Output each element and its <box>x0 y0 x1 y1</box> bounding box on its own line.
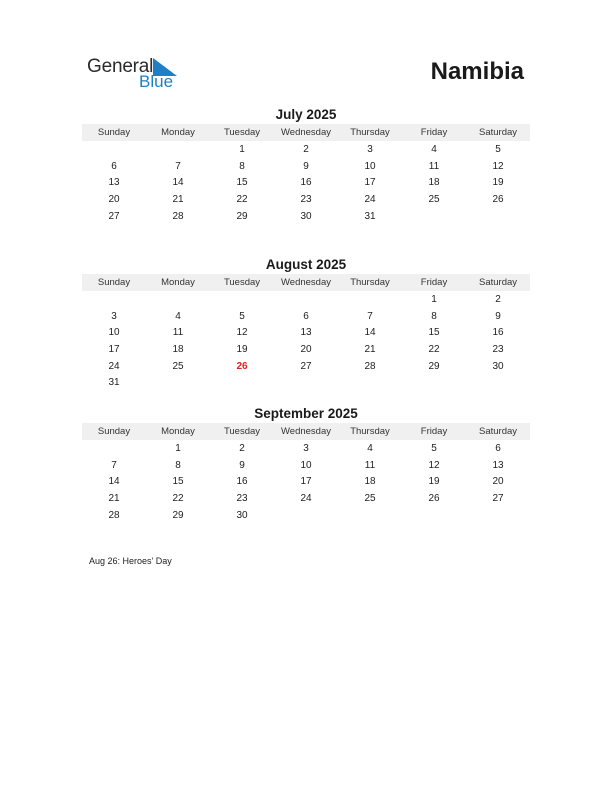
week-row <box>82 358 530 375</box>
day-cell: 17 <box>364 177 376 189</box>
day-cell: 1 <box>175 442 181 454</box>
day-cell: 13 <box>300 327 312 339</box>
day-cell: 8 <box>175 459 181 471</box>
day-cell: 2 <box>303 143 309 155</box>
weekday-label: Thursday <box>350 426 390 437</box>
holiday-day-cell: 26 <box>236 360 248 372</box>
weekday-header-row <box>82 124 530 141</box>
day-cell: 15 <box>172 476 184 488</box>
day-cell: 28 <box>108 509 120 521</box>
weekday-label: Saturday <box>478 127 518 138</box>
day-cell: 12 <box>492 160 504 172</box>
day-cell: 29 <box>172 509 184 521</box>
day-cell: 22 <box>236 193 248 205</box>
day-cell: 19 <box>236 343 248 355</box>
day-cell: 8 <box>431 310 437 322</box>
day-cell: 7 <box>367 310 373 322</box>
day-cell: 16 <box>300 177 312 189</box>
day-cell: 4 <box>367 442 373 454</box>
weekday-label: Tuesday <box>223 127 261 138</box>
weekday-label: Wednesday <box>281 277 331 288</box>
weekday-label: Friday <box>420 277 448 288</box>
day-cell: 5 <box>431 442 437 454</box>
day-cell: 27 <box>492 492 504 504</box>
day-cell: 24 <box>300 492 312 504</box>
day-cell: 21 <box>172 193 184 205</box>
day-cell: 10 <box>300 459 312 471</box>
day-cell: 15 <box>428 327 440 339</box>
day-cell: 23 <box>236 492 248 504</box>
weekday-label: Wednesday <box>281 127 331 138</box>
week-row <box>82 141 530 158</box>
day-cell: 31 <box>108 377 120 389</box>
day-cell: 3 <box>111 310 117 322</box>
day-cell: 6 <box>111 160 117 172</box>
weekday-label: Sunday <box>97 426 131 437</box>
day-cell: 1 <box>431 293 437 305</box>
day-cell: 17 <box>300 476 312 488</box>
day-cell: 13 <box>108 177 120 189</box>
country-title: Namibia <box>430 58 524 85</box>
weekday-label: Tuesday <box>223 426 261 437</box>
day-cell: 19 <box>492 177 504 189</box>
day-cell: 2 <box>495 293 501 305</box>
day-cell: 30 <box>492 360 504 372</box>
day-cell: 8 <box>239 160 245 172</box>
weekday-header-row <box>82 274 530 291</box>
day-cell: 7 <box>175 160 181 172</box>
day-cell: 11 <box>428 160 440 172</box>
day-cell: 3 <box>303 442 309 454</box>
weekday-label: Saturday <box>478 277 518 288</box>
week-row <box>82 457 530 474</box>
week-row <box>82 158 530 175</box>
day-cell: 4 <box>431 143 437 155</box>
day-cell: 5 <box>239 310 245 322</box>
day-cell: 20 <box>492 476 504 488</box>
day-cell: 31 <box>364 210 376 222</box>
weekday-label: Tuesday <box>223 277 261 288</box>
day-cell: 17 <box>108 343 120 355</box>
weekday-label: Sunday <box>97 127 131 138</box>
logo-word-general: General <box>87 56 154 77</box>
day-cell: 18 <box>364 476 376 488</box>
day-cell: 6 <box>495 442 501 454</box>
day-cell: 29 <box>428 360 440 372</box>
day-cell: 11 <box>172 327 184 339</box>
day-cell: 4 <box>175 310 181 322</box>
day-cell: 16 <box>236 476 248 488</box>
day-cell: 23 <box>300 193 312 205</box>
day-cell: 10 <box>108 327 120 339</box>
week-row <box>82 308 530 325</box>
week-row <box>82 291 530 308</box>
day-cell: 19 <box>428 476 440 488</box>
day-cell: 15 <box>236 177 248 189</box>
day-cell: 16 <box>492 327 504 339</box>
day-cell: 21 <box>364 343 376 355</box>
week-row <box>82 208 530 225</box>
day-cell: 12 <box>236 327 248 339</box>
weekday-header-row <box>82 423 530 440</box>
weekday-label: Sunday <box>97 277 131 288</box>
day-cell: 9 <box>495 310 501 322</box>
day-cell: 18 <box>172 343 184 355</box>
week-row <box>82 440 530 457</box>
day-cell: 14 <box>108 476 120 488</box>
day-cell: 22 <box>428 343 440 355</box>
day-cell: 21 <box>108 492 120 504</box>
day-cell: 14 <box>364 327 376 339</box>
day-cell: 3 <box>367 143 373 155</box>
weekday-label: Friday <box>420 127 448 138</box>
week-row <box>82 507 530 524</box>
week-row <box>82 341 530 358</box>
month-august <box>82 256 530 391</box>
day-cell: 13 <box>492 459 504 471</box>
month-july <box>82 106 530 224</box>
day-cell: 1 <box>239 143 245 155</box>
day-cell: 25 <box>428 193 440 205</box>
day-cell: 27 <box>300 360 312 372</box>
day-cell: 30 <box>300 210 312 222</box>
day-cell: 20 <box>108 193 120 205</box>
weekday-label: Monday <box>161 426 195 437</box>
day-cell: 18 <box>428 177 440 189</box>
day-cell: 9 <box>239 459 245 471</box>
weekday-label: Thursday <box>350 127 390 138</box>
day-cell: 25 <box>364 492 376 504</box>
day-cell: 2 <box>239 442 245 454</box>
day-cell: 9 <box>303 160 309 172</box>
day-cell: 6 <box>303 310 309 322</box>
week-row <box>82 374 530 391</box>
day-cell: 7 <box>111 459 117 471</box>
week-row <box>82 324 530 341</box>
day-cell: 25 <box>172 360 184 372</box>
day-cell: 10 <box>364 160 376 172</box>
brand-logo <box>87 56 187 92</box>
day-cell: 23 <box>492 343 504 355</box>
day-cell: 12 <box>428 459 440 471</box>
day-cell: 24 <box>364 193 376 205</box>
weekday-label: Monday <box>161 127 195 138</box>
month-title: September 2025 <box>254 406 358 421</box>
day-cell: 26 <box>428 492 440 504</box>
weekday-label: Wednesday <box>281 426 331 437</box>
day-cell: 27 <box>108 210 120 222</box>
weekday-label: Friday <box>420 426 448 437</box>
day-cell: 29 <box>236 210 248 222</box>
week-row <box>82 191 530 208</box>
weekday-label: Thursday <box>350 277 390 288</box>
day-cell: 28 <box>364 360 376 372</box>
weekday-label: Monday <box>161 277 195 288</box>
month-title: July 2025 <box>275 107 337 122</box>
day-cell: 11 <box>364 459 376 471</box>
weekday-label: Saturday <box>478 426 518 437</box>
week-row <box>82 490 530 507</box>
month-title: August 2025 <box>265 257 347 272</box>
day-cell: 26 <box>492 193 504 205</box>
week-row <box>82 473 530 490</box>
day-cell: 22 <box>172 492 184 504</box>
day-cell: 14 <box>172 177 184 189</box>
day-cell: 24 <box>108 360 120 372</box>
week-row <box>82 174 530 191</box>
day-cell: 20 <box>300 343 312 355</box>
month-september <box>82 405 530 523</box>
logo-word-blue: Blue <box>139 72 174 91</box>
holiday-note: Aug 26: Heroes’ Day <box>89 556 172 566</box>
day-cell: 28 <box>172 210 184 222</box>
day-cell: 30 <box>236 509 248 521</box>
day-cell: 5 <box>495 143 501 155</box>
